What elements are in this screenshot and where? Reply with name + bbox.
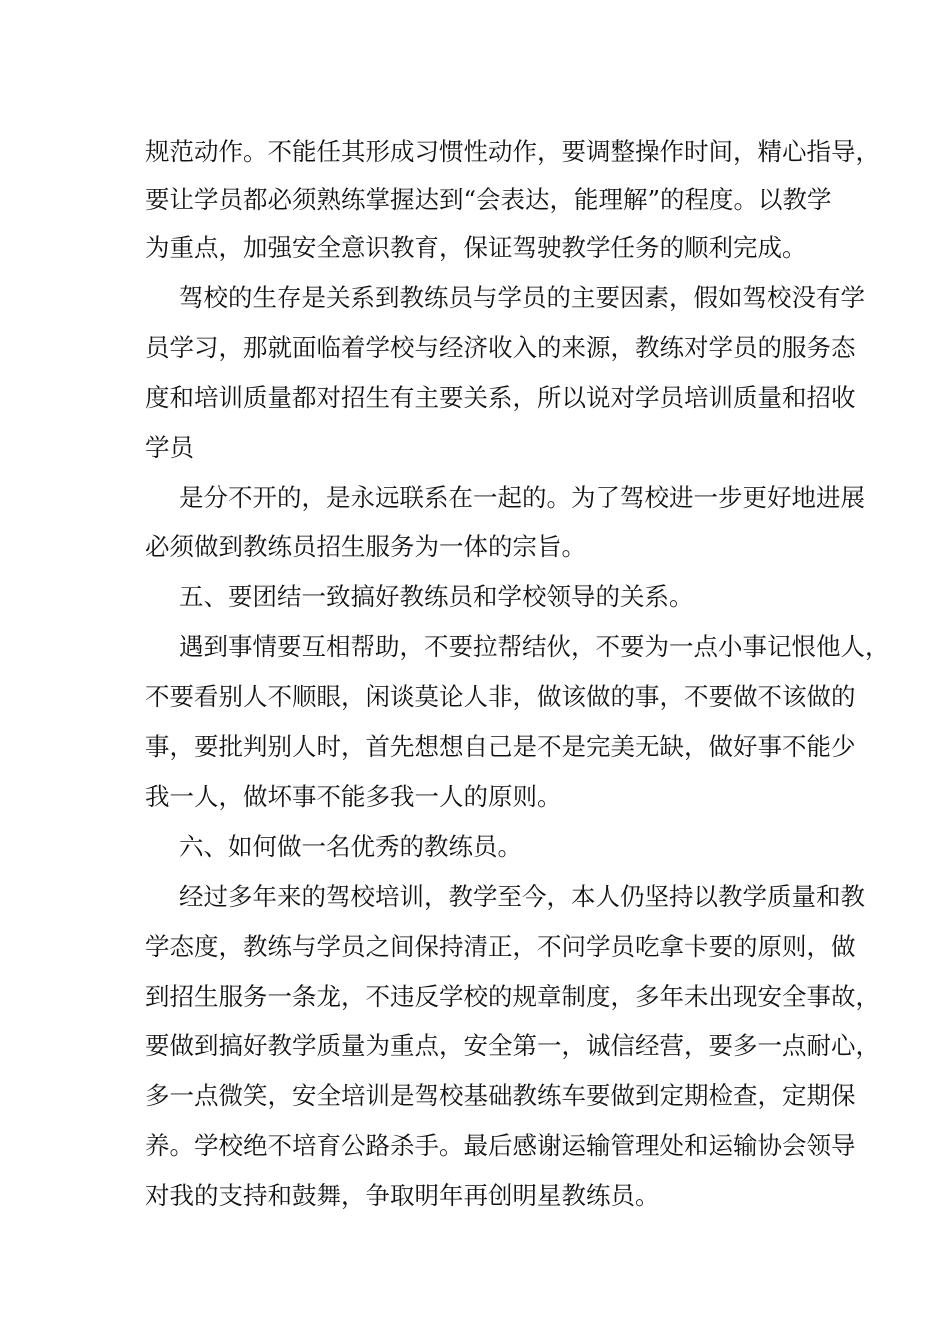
paragraph-first-line: 是分不开的，是永远联系在一起的。为了驾校进一步更好地进展 (179, 483, 865, 512)
text-line: 我一人，做坏事不能多我一人的原则。 (145, 782, 562, 811)
text-line: 对我的支持和鼓舞，争取明年再创明星教练员。 (145, 1181, 660, 1210)
text-line: 不要看别人不顺眼，闲谈莫论人非，做该做的事，不要做不该做的 (145, 682, 856, 711)
paragraph-first-line: 遇到事情要互相帮助，不要拉帮结伙，不要为一点小事记恨他人， (179, 632, 890, 661)
text-line: 为重点，加强安全意识教育，保证驾驶教学任务的顺利完成。 (145, 233, 807, 262)
text-line: 多一点微笑，安全培训是驾校基础教练车要做到定期检查，定期保 (145, 1081, 856, 1110)
text-line: 规范动作。不能任其形成习惯性动作，要调整操作时间，精心指导， (145, 137, 880, 166)
text-line: 学员 (145, 433, 194, 462)
section-heading: 五、要团结一致搞好教练员和学校领导的关系。 (179, 582, 694, 611)
text-line: 要做到搞好教学质量为重点，安全第一，诚信经营，要多一点耐心， (145, 1031, 880, 1060)
text-line: 养。学校绝不培育公路杀手。最后感谢运输管理处和运输协会领导 (145, 1131, 856, 1160)
paragraph-first-line: 经过多年来的驾校培训，教学至今，本人仍坚持以教学质量和教 (179, 882, 865, 911)
text-line: 事，要批判别人时，首先想想自己是不是完美无缺，做好事不能少 (145, 732, 856, 761)
text-line: 要让学员都必须熟练掌握达到“会表达，能理解”的程度。以教学 (145, 185, 832, 214)
text-line: 学态度，教练与学员之间保持清正，不问学员吃拿卡要的原则，做 (145, 932, 856, 961)
paragraph-first-line: 驾校的生存是关系到教练员与学员的主要因素，假如驾校没有学 (179, 283, 865, 312)
text-line: 度和培训质量都对招生有主要关系，所以说对学员培训质量和招收 (145, 383, 856, 412)
text-line: 必须做到教练员招生服务为一体的宗旨。 (145, 532, 586, 561)
text-line: 员学习，那就面临着学校与经济收入的来源，教练对学员的服务态 (145, 333, 856, 362)
section-heading: 六、如何做一名优秀的教练员。 (179, 832, 522, 861)
text-line: 到招生服务一条龙，不违反学校的规章制度，多年未出现安全事故， (145, 982, 880, 1011)
